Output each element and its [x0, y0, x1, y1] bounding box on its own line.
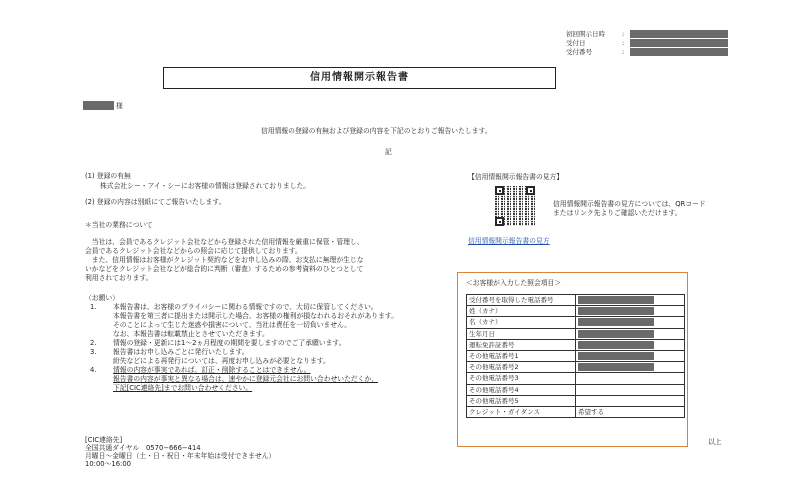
request-line: 紛失などによる再発行については、再度お申し込みが必要となります。: [113, 357, 330, 365]
row-label: クレジット・ガイダンス: [467, 406, 576, 417]
document-title: 信用情報開示報告書: [163, 67, 556, 89]
redacted-value: [578, 363, 654, 371]
request-number: 2.: [90, 339, 97, 347]
inquiry-title: ＜お客様が入力した照会項目＞: [466, 279, 562, 287]
redacted-value: [630, 39, 728, 47]
table-row: [467, 384, 685, 395]
business-line: 会員であるクレジット会社などからの照会に応じて提供しております。: [85, 247, 302, 255]
table-row: [467, 295, 685, 306]
row-label: その他電話番号3: [467, 373, 576, 384]
row-label: 受付番号を取得した電話番号: [467, 295, 576, 306]
request-line: そのことによって生じた迷惑や損害について、当社は責任を一切負いません。: [113, 321, 352, 329]
table-row: [467, 317, 685, 328]
contact-days: 月曜日〜金曜日（土・日・祝日・年末年始は受付できません）: [85, 452, 276, 460]
request-line: 報告書の内容が事実と異なる場合は、速やかに登録元会社にお問い合わせいただくか、: [113, 375, 379, 383]
request-line: 下記[CIC連絡先]までお問い合わせください。: [113, 384, 253, 392]
intro-text: 信用情報の登録の有無および登録の内容を下記のとおりご報告いたします。: [261, 127, 492, 135]
row-value: [576, 339, 685, 350]
request-number: 3.: [90, 348, 97, 356]
row-label: 生年月日: [467, 328, 576, 339]
redacted-value: [578, 307, 654, 315]
row-label: その他電話番号1: [467, 350, 576, 361]
section1-body: 株式会社シー・アイ・シーにお客様の情報は登録されておりました。: [100, 182, 311, 190]
guide-heading: 【信用情報開示報告書の見方】: [468, 173, 564, 181]
row-value: [576, 384, 685, 395]
row-value: [576, 306, 685, 317]
table-row: [467, 350, 685, 361]
request-number: 4.: [90, 366, 97, 374]
guide-link[interactable]: 信用情報開示報告書の見方: [468, 237, 550, 245]
inquiry-table: [466, 294, 685, 418]
row-label: 名（カナ）: [467, 317, 576, 328]
request-number: 1.: [90, 303, 97, 311]
qr-code-icon[interactable]: [495, 186, 535, 226]
row-label: その他電話番号2: [467, 362, 576, 373]
redacted-value: [630, 30, 728, 38]
redacted-value: [630, 48, 728, 56]
redacted-value: [578, 341, 654, 349]
inquiry-items-box: [457, 272, 688, 447]
guide-text-line2: またはリンク先よりご確認いただけます。: [553, 209, 682, 217]
business-line: 当社は、会員であるクレジット会社などから登録された信用情報を厳重に保管・管理し、: [85, 238, 364, 246]
request-line: 本報告書を第三者に提出または開示した場合、お客様の権利が損なわれるおそれがあります。: [113, 312, 398, 320]
business-line: また、信用情報はお客様がクレジット契約などをお申し込みの際、お支払に無理が生じな: [85, 256, 364, 264]
redacted-value: [578, 318, 654, 326]
requests-heading: （お願い）: [85, 294, 119, 302]
table-row: [467, 306, 685, 317]
redacted-value: [578, 352, 654, 360]
redacted-value: [578, 296, 654, 304]
table-row: [467, 395, 685, 406]
request-line: 情報の登録・更新には1〜2ヵ月程度の期間を要しますのでご了承願います。: [113, 339, 346, 347]
table-row: [467, 406, 685, 417]
business-heading: ＊当社の業務について: [85, 221, 153, 229]
meta-colon: :: [622, 38, 625, 47]
table-row: [467, 328, 685, 339]
row-value: [576, 350, 685, 361]
row-value: [576, 295, 685, 306]
row-value: [576, 317, 685, 328]
ki-label: 記: [385, 148, 392, 156]
row-label: 姓（カナ）: [467, 306, 576, 317]
meta-reception-date: [566, 39, 728, 47]
closing-text: 以上: [708, 438, 722, 446]
row-label: 運転免許証番号: [467, 339, 576, 350]
request-line: 報告書はお申し込みごとに発行いたします。: [113, 348, 249, 356]
row-label: その他電話番号4: [467, 384, 576, 395]
contact-hours: 10:00〜16:00: [85, 460, 131, 468]
request-line: なお、本報告書は転載禁止とさせていただきます。: [113, 330, 269, 338]
meta-colon: :: [622, 29, 625, 38]
row-label: その他電話番号5: [467, 395, 576, 406]
table-row: [467, 339, 685, 350]
contact-phone: 全国共通ダイヤル 0570−666−414: [85, 444, 201, 452]
request-line: 情報の内容が事実であれば、訂正・削除することはできません。: [113, 366, 311, 374]
meta-reception-number: [566, 48, 728, 56]
meta-label: 受付番号: [566, 47, 592, 56]
meta-label: 初回開示日時: [566, 29, 605, 38]
meta-first-disclosure-date: [566, 30, 728, 38]
recipient-name-redacted: [83, 101, 114, 110]
row-value: [576, 395, 685, 406]
row-value: [576, 362, 685, 373]
section1-heading: (1) 登録の有無: [85, 172, 131, 180]
section2-heading: (2) 登録の内容は別紙にてご報告いたします。: [85, 198, 226, 206]
meta-label: 受付日: [566, 38, 586, 47]
recipient-honorific: 様: [116, 102, 123, 110]
contact-heading: [CIC連絡先]: [85, 436, 123, 444]
row-value: [576, 328, 685, 339]
table-row: [467, 362, 685, 373]
redacted-value: [578, 330, 654, 338]
business-line: いかなどをクレジット会社などが総合的に判断（審査）するための参考資料のひとつとして: [85, 265, 364, 273]
meta-colon: :: [622, 47, 625, 56]
guide-text-line1: 信用情報開示報告書の見方については、QRコード: [553, 200, 706, 208]
row-value: 希望する: [576, 406, 685, 417]
row-value: [576, 373, 685, 384]
business-line: 利用されております。: [85, 274, 153, 282]
request-line: 本報告書は、お客様のプライバシーに関わる情報ですので、大切に保管してください。: [113, 303, 378, 311]
table-row: [467, 373, 685, 384]
